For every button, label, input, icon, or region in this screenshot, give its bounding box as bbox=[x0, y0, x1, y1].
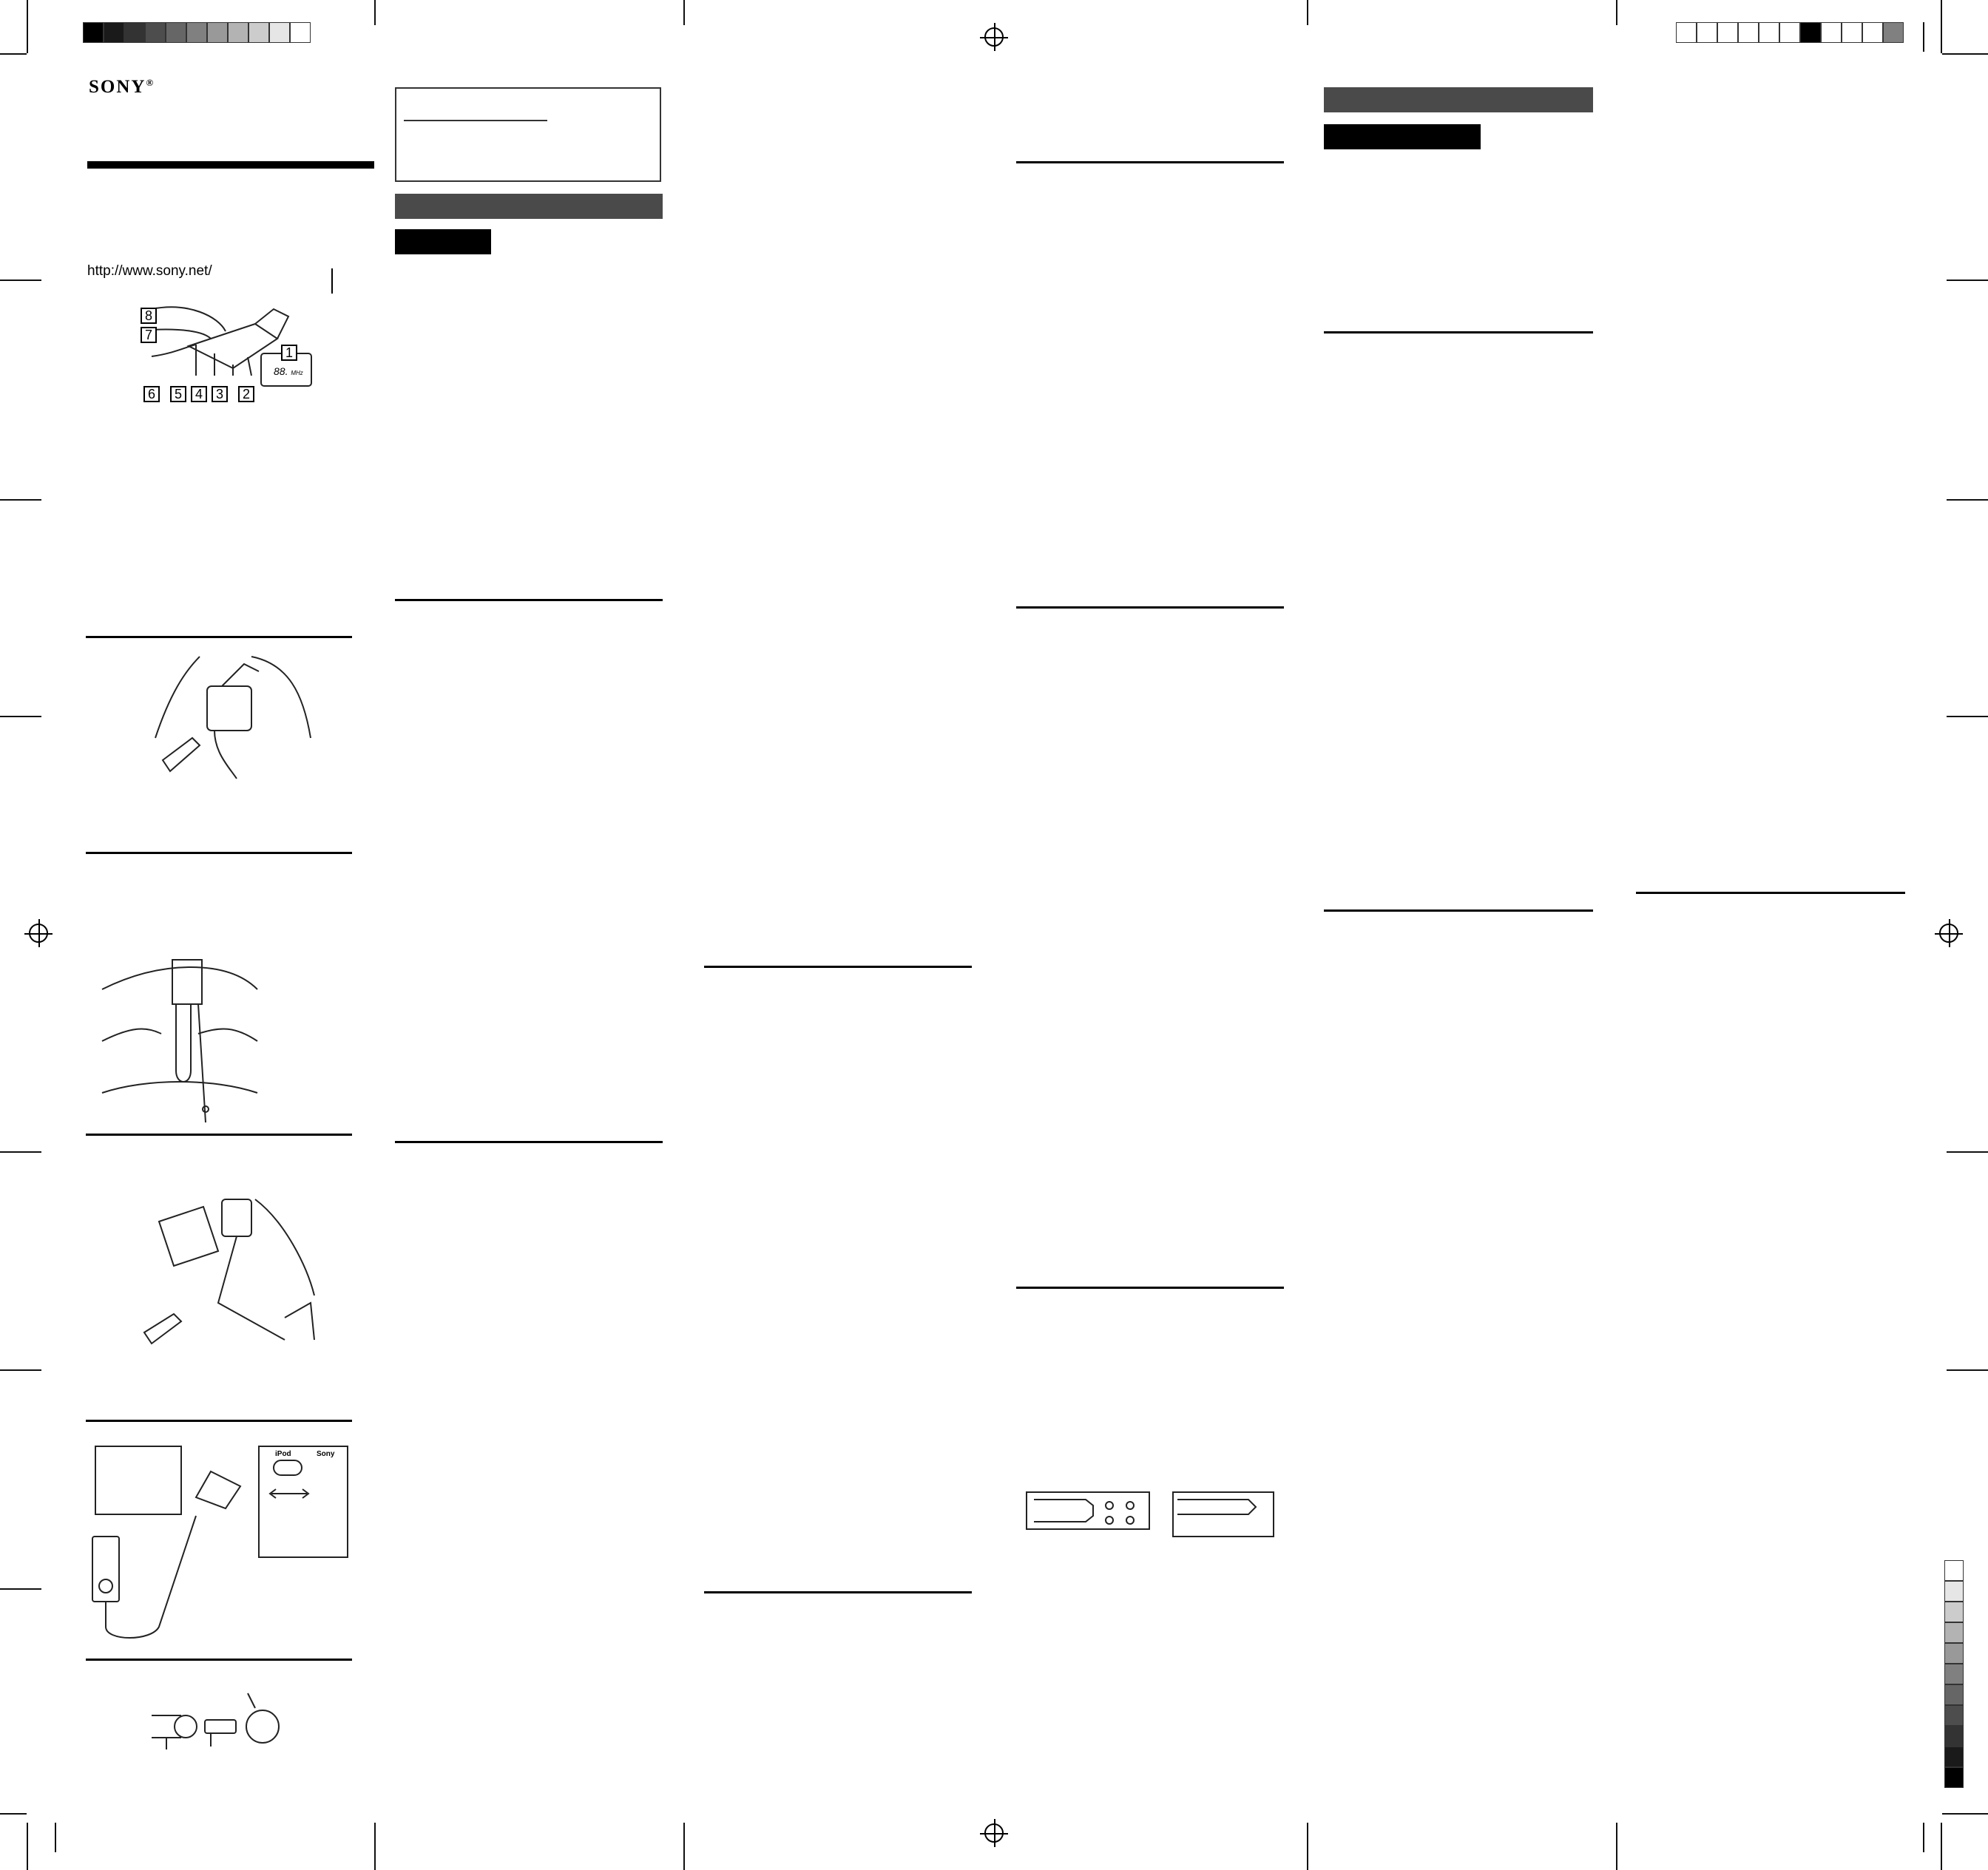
fuse-replacement-figure bbox=[152, 1693, 285, 1760]
color-swatch bbox=[124, 22, 145, 43]
edge-tick bbox=[0, 1369, 41, 1371]
color-swatch bbox=[1944, 1726, 1964, 1747]
language-header-bar bbox=[395, 194, 663, 219]
part-number-7: 7 bbox=[141, 327, 157, 343]
connect-player-figure bbox=[92, 1442, 351, 1649]
crop-mark-icon bbox=[27, 1823, 28, 1870]
section-tab-bar bbox=[395, 229, 491, 254]
color-swatch bbox=[1759, 22, 1779, 43]
fold-mark-bottom bbox=[683, 1823, 685, 1870]
part-number-2: 2 bbox=[238, 386, 254, 402]
fold-mark-top bbox=[1616, 0, 1617, 25]
crop-mark-icon bbox=[0, 53, 27, 55]
crop-mark-icon bbox=[1923, 22, 1924, 52]
brand-logo: SONY® bbox=[89, 77, 155, 97]
color-swatch bbox=[1944, 1622, 1964, 1643]
color-swatch bbox=[1944, 1767, 1964, 1788]
edge-tick bbox=[1947, 280, 1988, 281]
part-number-1: 1 bbox=[281, 345, 297, 361]
cable-routing-figure bbox=[137, 1192, 314, 1358]
section-rule bbox=[1016, 161, 1284, 163]
color-swatch bbox=[1944, 1643, 1964, 1664]
color-swatch bbox=[104, 22, 124, 43]
color-swatch bbox=[1944, 1747, 1964, 1767]
color-swatch bbox=[1944, 1684, 1964, 1705]
fold-mark-top bbox=[1307, 0, 1308, 25]
section-rule bbox=[1324, 331, 1593, 333]
color-swatch bbox=[1862, 22, 1883, 43]
crop-mark-icon bbox=[0, 1813, 27, 1815]
edge-tick bbox=[1947, 1151, 1988, 1153]
section-rule bbox=[86, 1659, 352, 1661]
section-rule bbox=[1636, 892, 1905, 894]
color-swatch bbox=[1717, 22, 1738, 43]
section-rule bbox=[86, 1420, 352, 1422]
section-rule bbox=[1324, 909, 1593, 912]
section-rule bbox=[1016, 606, 1284, 609]
registration-mark-icon bbox=[984, 1823, 1004, 1843]
crop-mark-icon bbox=[1942, 53, 1988, 55]
section-rule bbox=[1016, 1287, 1284, 1289]
edge-tick bbox=[0, 716, 41, 717]
color-swatch bbox=[83, 22, 104, 43]
color-swatch bbox=[207, 22, 228, 43]
color-swatch bbox=[1697, 22, 1717, 43]
color-swatch bbox=[248, 22, 269, 43]
section-tab-bar bbox=[1324, 124, 1481, 149]
color-swatch bbox=[1944, 1602, 1964, 1622]
edge-tick bbox=[0, 1588, 41, 1590]
color-swatch bbox=[1944, 1664, 1964, 1684]
display-readout: 88. MHz bbox=[274, 365, 303, 377]
color-swatch bbox=[1779, 22, 1800, 43]
registration-mark-icon bbox=[1939, 924, 1958, 943]
color-swatch bbox=[1800, 22, 1821, 43]
notice-box-underline bbox=[404, 120, 547, 121]
color-swatch bbox=[1821, 22, 1842, 43]
part-number-6: 6 bbox=[143, 386, 160, 402]
switch-label-sony: Sony bbox=[317, 1450, 335, 1458]
color-swatch bbox=[1676, 22, 1697, 43]
edge-tick bbox=[1947, 716, 1988, 717]
section-rule bbox=[86, 636, 352, 638]
switch-label-ipod: iPod bbox=[275, 1450, 291, 1458]
crop-mark-icon bbox=[1941, 1823, 1942, 1870]
title-rule bbox=[87, 161, 374, 169]
car-dashboard-figure bbox=[102, 952, 257, 1124]
fold-mark-top bbox=[374, 0, 376, 25]
color-swatch bbox=[1738, 22, 1759, 43]
section-rule bbox=[86, 852, 352, 854]
registration-mark-icon bbox=[984, 27, 1004, 47]
crop-mark-icon bbox=[1942, 1813, 1988, 1815]
fold-mark-bottom bbox=[1616, 1823, 1617, 1870]
crop-mark-icon bbox=[1923, 1823, 1924, 1852]
registration-mark-icon bbox=[29, 924, 48, 943]
section-rule bbox=[395, 599, 663, 601]
language-header-bar bbox=[1324, 87, 1593, 112]
section-rule bbox=[86, 1134, 352, 1136]
text-marker bbox=[331, 268, 333, 294]
section-rule bbox=[395, 1141, 663, 1143]
color-swatch bbox=[269, 22, 290, 43]
part-number-4: 4 bbox=[191, 386, 207, 402]
fold-mark-bottom bbox=[374, 1823, 376, 1870]
color-swatch bbox=[1944, 1560, 1964, 1581]
part-number-3: 3 bbox=[212, 386, 228, 402]
color-swatch bbox=[1842, 22, 1862, 43]
color-swatch bbox=[145, 22, 166, 43]
edge-tick bbox=[1947, 499, 1988, 501]
color-swatch bbox=[1944, 1581, 1964, 1602]
edge-tick bbox=[0, 1151, 41, 1153]
color-swatch bbox=[1883, 22, 1904, 43]
fold-mark-top bbox=[683, 0, 685, 25]
color-swatch bbox=[228, 22, 248, 43]
part-number-5: 5 bbox=[170, 386, 186, 402]
crop-mark-icon bbox=[27, 0, 28, 53]
color-swatch bbox=[290, 22, 311, 43]
crop-mark-icon bbox=[1941, 0, 1942, 53]
notice-box bbox=[395, 87, 661, 182]
edge-tick bbox=[0, 499, 41, 501]
section-rule bbox=[704, 966, 972, 968]
install-in-socket-figure bbox=[141, 649, 311, 782]
website-link[interactable]: http://www.sony.net/ bbox=[87, 263, 212, 279]
part-number-8: 8 bbox=[141, 308, 157, 324]
color-swatch bbox=[166, 22, 186, 43]
edge-tick bbox=[1947, 1369, 1988, 1371]
color-swatch bbox=[1944, 1705, 1964, 1726]
dimensions-figure bbox=[1027, 1483, 1278, 1539]
fold-mark-bottom bbox=[1307, 1823, 1308, 1870]
section-rule bbox=[704, 1591, 972, 1593]
edge-tick bbox=[0, 280, 41, 281]
color-swatch bbox=[186, 22, 207, 43]
crop-mark-icon bbox=[55, 1823, 56, 1852]
